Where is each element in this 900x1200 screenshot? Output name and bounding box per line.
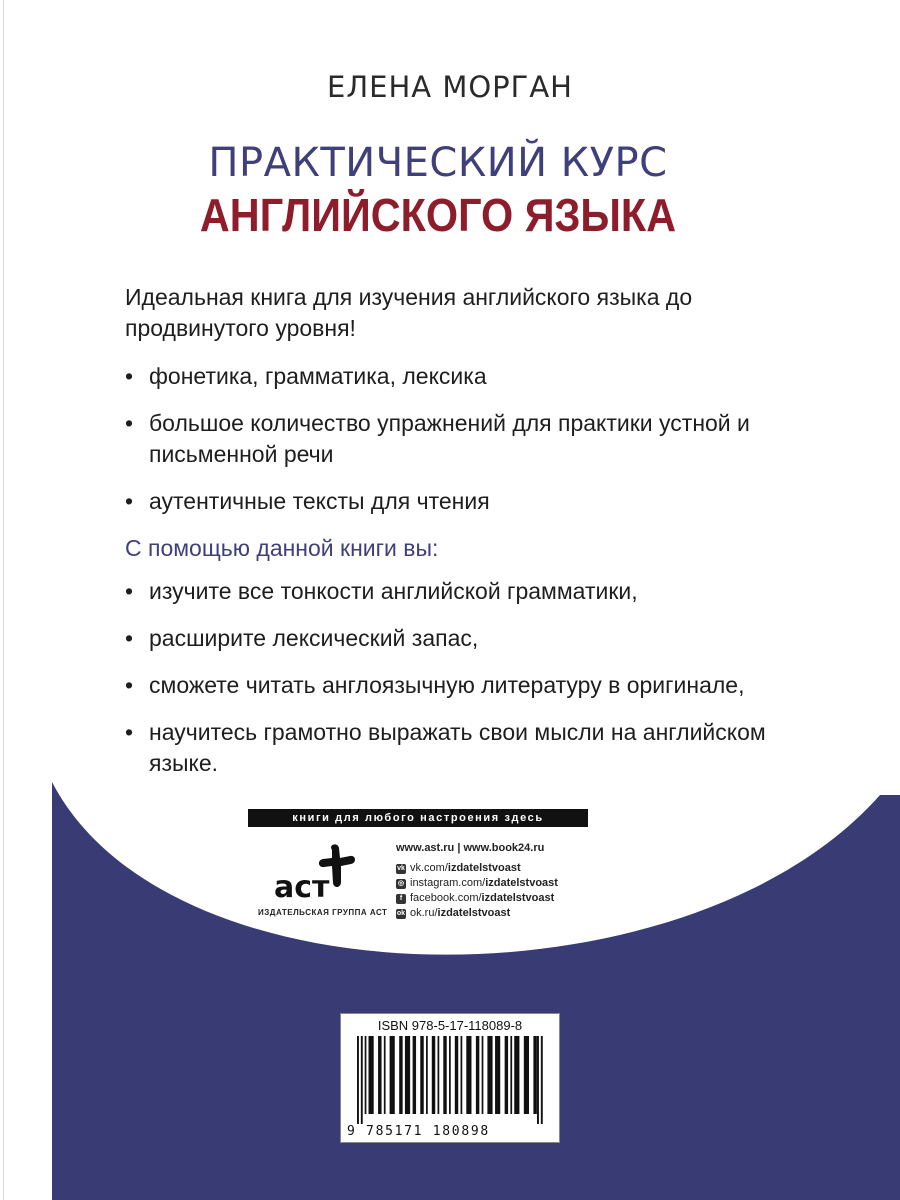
barcode-bar [487,1036,492,1114]
link-prefix: vk.com/ [410,862,448,874]
barcode-bar [390,1036,395,1114]
social-link-facebook[interactable] [396,891,558,906]
publisher-group-name: ИЗДАТЕЛЬСКАЯ ГРУППА АСТ [258,908,388,917]
barcode-bar [449,1036,451,1114]
bullet: • [125,488,134,514]
barcode-bar [524,1036,529,1114]
barcode-bar [466,1036,471,1114]
link-prefix: ok.ru/ [410,907,438,919]
instagram-icon: ◎ [397,879,405,887]
isbn-text: ISBN 978-5-17-118089-8 [377,1018,523,1033]
barcode-bar [510,1036,512,1114]
vk-icon: vk [397,864,405,872]
bullet: • [125,719,134,745]
bullet: • [125,410,134,436]
feature-text: большое количество упражнений для практики устной и письменной речи [149,410,750,467]
link-handle: izdatelstvoast [481,892,555,904]
social-link-instagram[interactable] [396,876,558,891]
barcode-guard-bar [361,1036,363,1124]
social-link-vk[interactable] [396,861,558,876]
website-links[interactable]: www.ast.ru | www.book24.ru [396,842,545,854]
barcode-bar [505,1036,508,1114]
benefit-text: изучите все тонкости английской грамматики, [149,578,638,604]
title-line-1: ПРАКТИЧЕСКИЙ КУРС [208,140,668,186]
benefit-text: сможете читать англоязычную литературу в оригинале, [149,672,745,698]
ok-icon: ok [396,909,406,917]
feature-text: фонетика, грамматика, лексика [149,363,487,389]
barcode-bar [399,1036,402,1114]
barcode-bar [533,1036,536,1114]
barcode-bar [443,1036,446,1114]
link-handle: izdatelstvoast [437,907,511,919]
barcode-bar [461,1036,463,1114]
link-prefix: facebook.com/ [410,892,482,904]
barcode-bar [369,1036,374,1114]
barcode-bar [378,1036,381,1114]
barcode-bar [482,1036,484,1114]
barcode-bar [476,1036,479,1114]
ast-logo-icon [270,842,360,912]
barcode-bar [514,1036,519,1114]
intro-text: Идеальная книга для изучения английского языка до продвинутого уровня! [125,284,693,341]
barcode-guard-bar [541,1036,543,1124]
barcode-guard-bar [357,1036,359,1124]
feature-text: аутентичные тексты для чтения [149,488,490,514]
barcode-graphic [355,1036,545,1124]
barcode-bar [405,1036,410,1114]
barcode-panel [340,1013,560,1143]
barcode-bar [420,1036,423,1114]
bullet: • [125,578,134,604]
barcode-number: 9 785171 180898 [347,1124,490,1139]
bullet: • [125,363,134,389]
barcode-bar [426,1036,428,1114]
benefit-text: научитесь грамотно выражать свои мысли на английском языке. [149,719,766,776]
barcode-bar [455,1036,458,1114]
barcode-bar [432,1036,435,1114]
barcode-bar [438,1036,440,1114]
benefit-text: расширите лексический запас, [149,625,479,651]
link-handle: izdatelstvoast [447,862,521,874]
bullet: • [125,625,134,651]
ast-logo-text: аст [274,870,330,905]
barcode-bar [365,1036,367,1114]
publisher-tagline: книги для любого настроения здесь [248,809,588,827]
barcode-bar [384,1036,386,1114]
bullet: • [125,672,134,698]
social-link-ok[interactable] [396,906,558,921]
barcode-guard-bar [537,1036,539,1124]
title-line-2: АНГЛИЙСКОГО ЯЗЫКА [199,189,677,241]
barcode-bar [495,1036,500,1114]
link-handle: izdatelstvoast [485,877,558,889]
publisher-links [396,842,558,921]
link-prefix: instagram.com/ [410,877,486,889]
benefits-heading: С помощью данной книги вы: [125,535,439,561]
facebook-icon: f [396,894,406,904]
author-name: ЕЛЕНА МОРГАН [327,70,573,104]
barcode-bar [413,1036,416,1114]
